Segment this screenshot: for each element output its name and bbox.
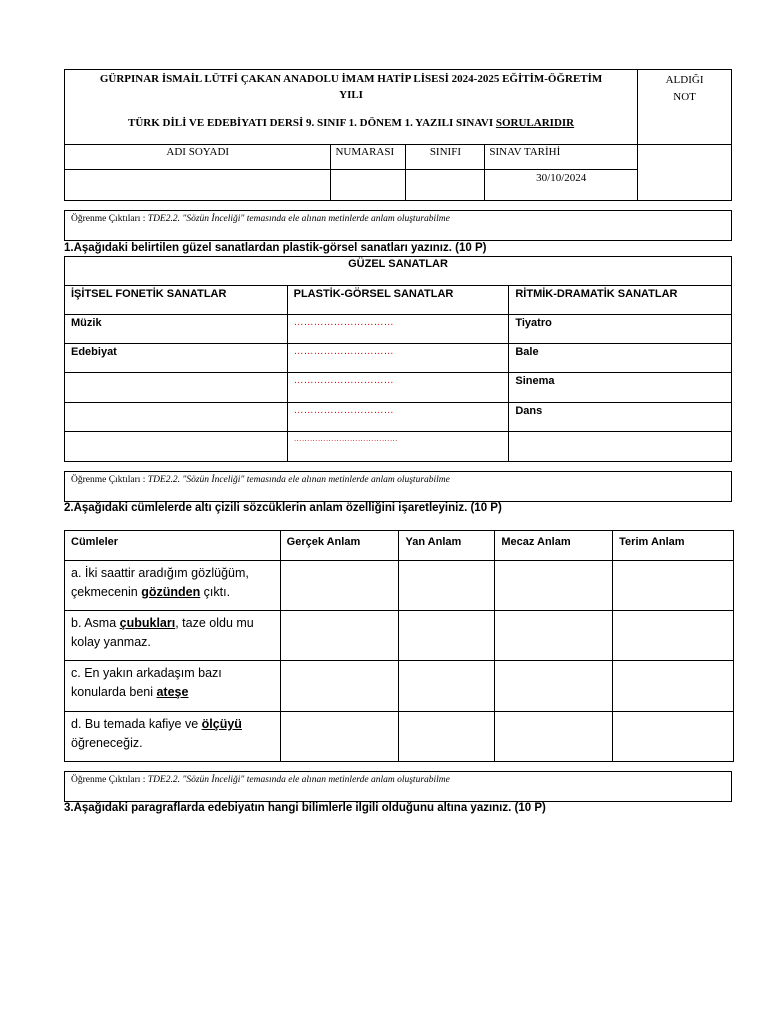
rhythmic-cell — [509, 432, 732, 462]
class-label: SINIFI — [406, 145, 485, 170]
exam-name-underlined: SORULARIDIR — [495, 117, 575, 129]
answer-blank[interactable]: ………………………… — [287, 373, 509, 403]
underlined-word: çubukları — [119, 616, 176, 630]
answer-blank[interactable]: ………………………………… — [287, 432, 509, 462]
outcome-text: TDE2.2. "Sözün İnceliği" temasında ele alınan metinlerde anlam oluşturabilme — [147, 475, 450, 485]
class-field[interactable] — [406, 170, 485, 201]
figurative-checkbox-cell[interactable] — [495, 661, 613, 712]
fine-arts-title: GÜZEL SANATLAR — [65, 257, 732, 286]
sentence-text: çıktı. — [200, 585, 231, 599]
literal-checkbox-cell[interactable] — [280, 561, 399, 611]
secondary-checkbox-cell[interactable] — [399, 561, 495, 611]
rhythmic-cell: Bale — [509, 344, 732, 373]
column-sentences: Cümleler — [65, 531, 281, 561]
answer-blank[interactable]: ………………………… — [287, 344, 509, 373]
sentence-text: , taze oldu mu kolay yanmaz. — [71, 616, 254, 649]
sentence-b — [65, 611, 281, 661]
grade-label-2: NOT — [673, 91, 696, 103]
auditory-cell: Müzik — [65, 315, 288, 344]
outcome-label: Öğrenme Çıktıları : — [71, 775, 148, 785]
sentence-c — [65, 661, 281, 712]
secondary-checkbox-cell[interactable] — [399, 661, 495, 712]
answer-blank[interactable]: ………………………… — [287, 403, 509, 432]
auditory-cell: Edebiyat — [65, 344, 288, 373]
underlined-word: gözünden — [141, 585, 201, 599]
sentence-text: öğreneceğiz. — [71, 736, 143, 750]
literal-checkbox-cell[interactable] — [280, 611, 399, 661]
exam-date: 30/10/2024 — [485, 170, 638, 201]
sentence-text: d. Bu temada kafiye ve — [71, 717, 202, 731]
rhythmic-cell: Sinema — [509, 373, 732, 403]
term-checkbox-cell[interactable] — [613, 611, 734, 661]
exam-header-table — [64, 69, 732, 201]
column-term-meaning: Terim Anlam — [613, 531, 734, 561]
grade-value-box[interactable] — [638, 145, 732, 201]
term-checkbox-cell[interactable] — [613, 661, 734, 712]
grade-label-1: ALDIĞI — [665, 74, 704, 86]
auditory-cell — [65, 373, 288, 403]
name-label: ADI SOYADI — [65, 145, 331, 170]
outcome-text: TDE2.2. "Sözün İnceliği" temasında ele alınan metinlerde anlam oluşturabilme — [147, 214, 450, 224]
learning-outcome-3 — [64, 771, 732, 802]
exam-name-text: TÜRK DİLİ VE EDEBİYATI DERSİ 9. SINIF 1. DÖNEM 1. YAZILI SINAVI — [127, 117, 496, 129]
figurative-checkbox-cell[interactable] — [495, 712, 613, 762]
column-plastic-visual-arts: PLASTİK-GÖRSEL SANATLAR — [287, 286, 509, 315]
rhythmic-cell: Tiyatro — [509, 315, 732, 344]
school-name-line2: YILI — [339, 89, 363, 101]
secondary-checkbox-cell[interactable] — [399, 611, 495, 661]
figurative-checkbox-cell[interactable] — [495, 561, 613, 611]
exam-title — [65, 70, 638, 145]
column-secondary-meaning: Yan Anlam — [399, 531, 495, 561]
date-label: SINAV TARİHİ — [485, 145, 638, 170]
term-checkbox-cell[interactable] — [613, 561, 734, 611]
number-field[interactable] — [331, 170, 406, 201]
grade-box — [638, 70, 732, 145]
outcome-text: TDE2.2. "Sözün İnceliği" temasında ele alınan metinlerde anlam oluşturabilme — [147, 775, 450, 785]
question-1-prompt: 1.Aşağıdaki belirtilen güzel sanatlardan plastik-görsel sanatları yazınız. (10 P) — [64, 242, 487, 254]
secondary-checkbox-cell[interactable] — [399, 712, 495, 762]
meaning-table — [64, 530, 734, 762]
column-rhythmic-dramatic-arts: RİTMİK-DRAMATİK SANATLAR — [509, 286, 732, 315]
column-literal-meaning: Gerçek Anlam — [280, 531, 399, 561]
fine-arts-table — [64, 256, 732, 462]
outcome-label: Öğrenme Çıktıları : — [71, 214, 148, 224]
question-3-prompt: 3.Aşağıdaki paragraflarda edebiyatın hangi bilimlerle ilgili olduğunu altına yazınız. (10 P) — [64, 802, 546, 814]
answer-blank[interactable]: ………………………… — [287, 315, 509, 344]
learning-outcome-2 — [64, 471, 732, 502]
underlined-word: ateşe — [156, 685, 189, 699]
school-name-line1: GÜRPINAR İSMAİL LÜTFİ ÇAKAN ANADOLU İMAM HATİP LİSESİ 2024-2025 EĞİTİM-ÖĞRETİM — [99, 73, 603, 85]
sentence-text: c. En yakın arkadaşım bazı konularda beni — [71, 666, 222, 699]
column-auditory-arts: İŞİTSEL FONETİK SANATLAR — [65, 286, 288, 315]
exam-name — [69, 115, 633, 131]
learning-outcome-1 — [64, 210, 732, 241]
name-field[interactable] — [65, 170, 331, 201]
sentence-a — [65, 561, 281, 611]
literal-checkbox-cell[interactable] — [280, 712, 399, 762]
question-2-prompt: 2.Aşağıdaki cümlelerde altı çizili sözcüklerin anlam özelliğini işaretleyiniz. (10 P) — [64, 502, 502, 514]
term-checkbox-cell[interactable] — [613, 712, 734, 762]
underlined-word: ölçüyü — [201, 717, 242, 731]
sentence-text: a. İki saattir aradığım gözlüğüm, çekmecenin — [71, 566, 249, 599]
sentence-text: b. Asma — [71, 616, 120, 630]
sentence-d — [65, 712, 281, 762]
column-figurative-meaning: Mecaz Anlam — [495, 531, 613, 561]
literal-checkbox-cell[interactable] — [280, 661, 399, 712]
outcome-label: Öğrenme Çıktıları : — [71, 475, 148, 485]
number-label: NUMARASI — [331, 145, 406, 170]
figurative-checkbox-cell[interactable] — [495, 611, 613, 661]
auditory-cell — [65, 432, 288, 462]
rhythmic-cell: Dans — [509, 403, 732, 432]
auditory-cell — [65, 403, 288, 432]
